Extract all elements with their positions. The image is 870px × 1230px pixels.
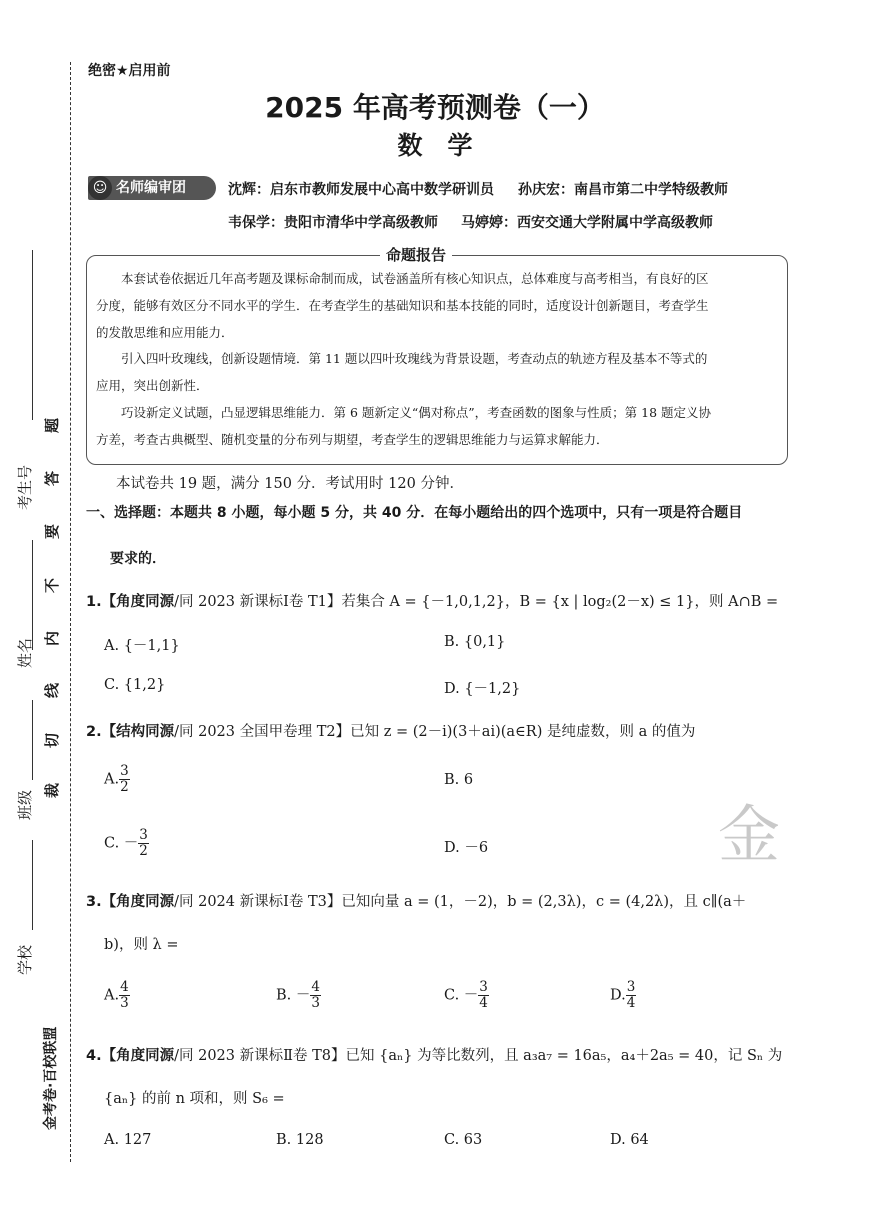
warn-char: 切 — [43, 732, 62, 749]
question-source: /同 2024 新课标Ⅰ卷 T3】 — [174, 894, 342, 910]
page-title: 2025 年高考预测卷（一） — [265, 91, 605, 124]
fraction — [626, 980, 637, 1011]
q2-option-b: B. 6 — [444, 772, 474, 788]
editor-3: 韦保学：贵阳市清华中学高级教师 — [228, 215, 438, 231]
question-3-cont: b)，则 λ = — [104, 937, 179, 953]
option-label: A. — [104, 771, 120, 788]
option-label: B. － — [276, 987, 311, 1004]
teacher-icon: ☺ — [88, 176, 112, 200]
question-4-cont: {aₙ} 的前 n 项和，则 S₆ = — [104, 1091, 285, 1107]
warn-char: 线 — [43, 682, 62, 699]
section-heading-2: 要求的． — [110, 551, 166, 567]
option-label: C. － — [104, 835, 139, 852]
denominator: 2 — [139, 843, 148, 859]
class-underline — [32, 700, 33, 780]
fraction — [119, 980, 130, 1011]
brand-label: 金考卷·百校联盟 — [43, 1026, 59, 1130]
fraction — [138, 828, 149, 859]
editor-2: 孙庆宏：南昌市第二中学特级教师 — [518, 182, 728, 198]
question-stem: 若集合 A = {－1,0,1,2}，B = {x | log₂(2－x) ≤ 1}，则 A∩B = — [341, 594, 779, 610]
question-stem: 已知 {aₙ} 为等比数列，且 a₃a₇ = 16a₅，a₄＋2a₅ = 40，记 Sₙ 为 — [345, 1048, 783, 1064]
question-number: 2. — [86, 724, 102, 740]
name-underline — [32, 540, 33, 650]
q1-option-d: D. {－1,2} — [444, 681, 521, 697]
school-underline — [32, 840, 33, 930]
fraction — [310, 980, 321, 1011]
editor-4: 马婷婷：西安交通大学附属中学高级教师 — [461, 215, 713, 231]
section-heading-1: 一、选择题：本题共 8 小题，每小题 5 分，共 40 分．在每小题给出的四个选项中，只有一项是符合题目 — [86, 505, 743, 521]
q2-option-a — [104, 764, 130, 795]
question-source: /同 2023 新课标Ⅰ卷 T1】 — [174, 594, 342, 610]
q1-option-c: C. {1,2} — [104, 677, 166, 693]
question-1 — [86, 590, 778, 611]
denominator: 2 — [120, 779, 129, 795]
question-4 — [86, 1044, 782, 1065]
denominator: 3 — [120, 995, 129, 1011]
fraction — [478, 980, 489, 1011]
editor-badge — [88, 176, 216, 200]
q4-option-b: B. 128 — [276, 1132, 324, 1148]
warn-char: 题 — [43, 417, 62, 434]
question-stem: 已知向量 a = (1，－2)，b = (2,3λ)，c = (4,2λ)，且 c∥(a＋ — [341, 894, 747, 910]
q2-option-c — [104, 828, 149, 859]
editor-badge-label: 名师编审团 — [116, 180, 186, 196]
school-label: 学校 — [16, 944, 34, 975]
q1-option-a: A. {－1,1} — [104, 638, 180, 654]
question-tag: 【角度同源 — [101, 1048, 175, 1064]
q3-option-b — [276, 980, 321, 1011]
warn-char: 不 — [43, 577, 62, 594]
q4-option-d: D. 64 — [610, 1132, 649, 1148]
exam-number-label: 考生号 — [16, 464, 34, 510]
name-label: 姓名 — [16, 637, 34, 668]
numerator: 3 — [120, 763, 129, 779]
question-tag: 【角度同源 — [101, 894, 175, 910]
question-2 — [86, 720, 695, 741]
option-label: C. － — [444, 987, 479, 1004]
exam-number-underline — [32, 250, 33, 420]
q3-option-d — [610, 980, 636, 1011]
denominator: 4 — [479, 995, 488, 1011]
q1-option-b: B. {0,1} — [444, 634, 506, 650]
report-p3-l2: 方差，考查古典概型、随机变量的分布列与期望，考查学生的逻辑思维能力与运算求解能力． — [96, 432, 609, 447]
question-tag: 【结构同源 — [101, 724, 175, 740]
question-source: /同 2023 全国甲卷理 T2】 — [174, 724, 351, 740]
warn-char: 答 — [43, 470, 62, 487]
warn-char: 要 — [43, 523, 62, 540]
binding-dashed-line — [70, 62, 71, 1162]
question-number: 4. — [86, 1048, 102, 1064]
q3-option-a — [104, 980, 130, 1011]
q3-option-c — [444, 980, 489, 1011]
numerator: 4 — [311, 979, 320, 995]
secret-label: 绝密★启用前 — [88, 63, 171, 79]
report-p2-l2: 应用，突出创新性． — [96, 378, 209, 393]
editor-1: 沈辉：启东市教师发展中心高中数学研训员 — [228, 182, 494, 198]
subject-title: 数 学 — [397, 131, 473, 160]
question-tag: 【角度同源 — [101, 594, 175, 610]
watermark: 金 — [718, 798, 781, 871]
q2-option-d: D. －6 — [444, 840, 489, 856]
q4-option-c: C. 63 — [444, 1132, 483, 1148]
class-label: 班级 — [16, 789, 34, 820]
report-p3-l1: 巧设新定义试题，凸显逻辑思维能力．第 6 题新定义“偶对称点”，考查函数的图象与性质；第 18 题定义协 — [121, 405, 712, 420]
denominator: 4 — [626, 995, 636, 1011]
question-3 — [86, 890, 746, 911]
warn-char: 裁 — [43, 782, 62, 799]
option-label: D. — [610, 987, 626, 1004]
question-number: 3. — [86, 894, 102, 910]
question-source: /同 2023 新课标Ⅱ卷 T8】 — [174, 1048, 346, 1064]
numerator: 3 — [479, 979, 488, 995]
question-number: 1. — [86, 594, 102, 610]
report-title: 命题报告 — [380, 244, 452, 265]
warn-char: 内 — [43, 630, 62, 647]
exam-intro: 本试卷共 19 题，满分 150 分．考试用时 120 分钟． — [116, 476, 464, 492]
option-label: A. — [104, 987, 120, 1004]
q4-option-a: A. 127 — [104, 1132, 152, 1148]
report-p1-l1: 本套试卷依据近几年高考题及课标命制而成，试卷涵盖所有核心知识点，总体难度与高考相当，有良好的区 — [121, 271, 709, 286]
numerator: 3 — [139, 827, 148, 843]
report-p1-l3: 的发散思维和应用能力． — [96, 325, 234, 340]
report-p2-l1: 引入四叶玫瑰线，创新设题情境．第 11 题以四叶玫瑰线为背景设题，考查动点的轨迹方程及基本不等式的 — [121, 351, 708, 366]
numerator: 4 — [120, 979, 129, 995]
fraction — [119, 764, 130, 795]
denominator: 3 — [311, 995, 320, 1011]
question-stem: 已知 z = (2－i)(3＋ai)(a∈R) 是纯虚数，则 a 的值为 — [350, 724, 696, 740]
numerator: 3 — [626, 979, 636, 995]
report-p1-l2: 分度，能够有效区分不同水平的学生．在考查学生的基础知识和基本技能的同时，适度设计创新题目，考查学生 — [96, 298, 709, 313]
